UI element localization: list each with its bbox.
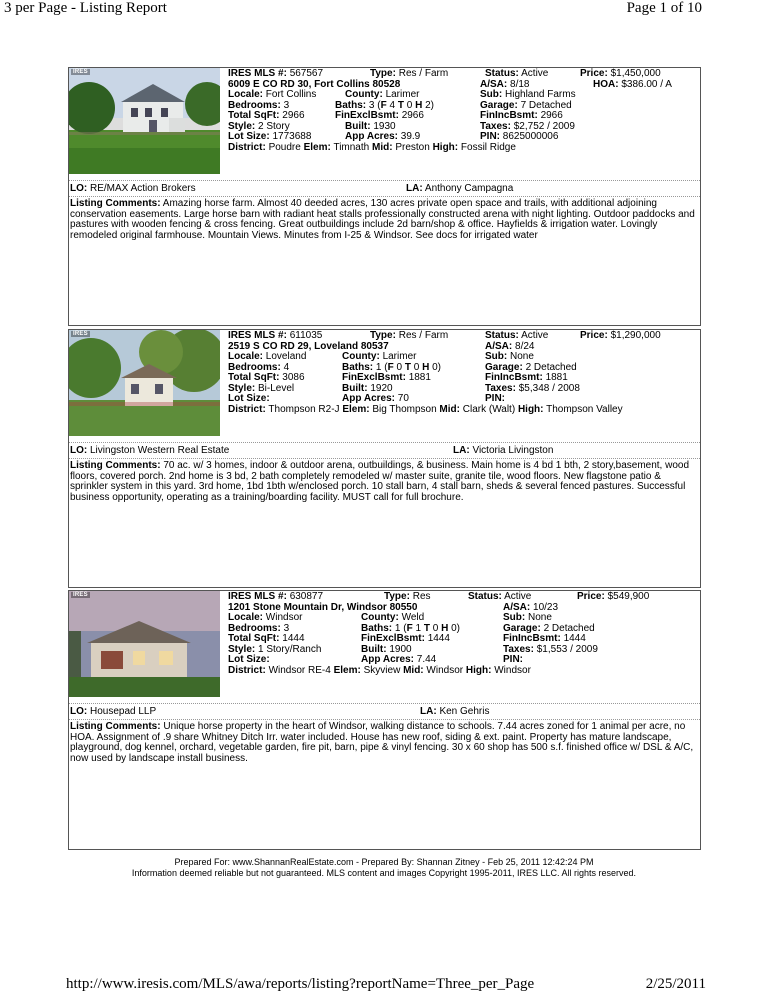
- property-photo[interactable]: [69, 68, 220, 174]
- mls-number[interactable]: 611035: [289, 330, 323, 341]
- listing-comments: Listing Comments: Amazing horse farm. Almost 40 deeded acres, 130 acres private open space and trails, with additional adjoining conservation easements. Large horse barn with radiant heat stalls professionally constructed arena with night lighting. Outdoor paddocks and pastures with wooden fencing & cross fencing. Great outbuildings include 2d barn/shop & office. Hayfields & irrigation water. Lovingly remodeled original farmhouse. Mountain Views. Minutes from I-25 & Windsor. See docs for irrigated water: [70, 198, 695, 241]
- ires-logo: IRES: [73, 331, 88, 337]
- disclaimer-footer: Information deemed reliable but not guaranteed. MLS content and images Copyright 1995-2011, IRES LLC. All rights reserved.: [131, 868, 637, 878]
- page-url[interactable]: http://www.iresis.com/MLS/awa/reports/listing?reportName=Three_per_Page: [66, 976, 535, 992]
- listing-card: IRES IRES MLS #: 611035 Type: Res / Farm Status: Active Price: $1,290,000 2519 S CO RD 29, Loveland 80537 A/SA: 8/24 Locale: Loveland County: Larimer Sub: None Bedrooms: 4 Baths: 1 (F 0 T 0 H 0) Garage: 2 Detached Total SqFt: 3086 FinExclBsmt: 1881 FinIncBsmt: 1881 Style: Bi-Level Built: 1920 Taxes: $5,348 / 2008 Lot Size: App Acres: 70 PIN: District: Thompson R2-J Elem: Big Thompson Mid: Clark (Walt) High: Thompson Valley LO: Livingston Western Real Estate LA: Victoria Livingston Listing Comments: 70 ac. w/ 3 homes, indoor & outdoor arena, outbuildings, & business. Main home is 4 bd 1 bth, 2 story,basement, wood floors, covered porch. 2nd home is 3 bd, 2 bath completely remodeled w/ master suite, granite tile, wood floors. New flagstone patio & sprinkler system in this yard. 3rd home, 1bd 1bth w/enclosed porch. 10 stall barn, 4 stall barn, sheds & several fenced pastures. Successful business opportunity, operating as a training/boarding facility. MUST call for full brochure.: [68, 329, 701, 588]
- listing-comments: Listing Comments: 70 ac. w/ 3 homes, indoor & outdoor arena, outbuildings, & business. Main home is 4 bd 1 bth, 2 story,basement, wood floors, covered porch. 2nd home is 3 bd, 2 bath completely remodeled w/ master suite, granite tile, wood floors. New flagstone patio & sprinkler system in this yard. 3rd home, 1bd 1bth w/enclosed porch. 10 stall barn, 4 stall barn, sheds & several fenced pastures. Successful business opportunity, operating as a training/boarding facility. MUST call for full brochure.: [70, 460, 690, 503]
- listing-agent: LA: Anthony Campagna: [406, 183, 514, 194]
- browser-print-header: [0, 0, 768, 20]
- listing-address: 2519 S CO RD 29, Loveland 80537: [228, 340, 389, 352]
- browser-print-footer: [0, 976, 768, 994]
- listing-agent: LA: Victoria Livingston: [453, 445, 554, 456]
- mls-number[interactable]: 630877: [289, 591, 324, 602]
- listing-office: LO: Livingston Western Real Estate: [70, 445, 230, 456]
- listing-address: 6009 E CO RD 30, Fort Collins 80528: [228, 78, 401, 90]
- property-photo[interactable]: [69, 591, 220, 697]
- ires-logo: IRES: [73, 592, 88, 598]
- print-date: 2/25/2011: [645, 976, 706, 992]
- page-number: Page 1 of 10: [626, 0, 702, 16]
- listing-office: LO: RE/MAX Action Brokers: [70, 183, 196, 194]
- listing-agent: LA: Ken Gehris: [420, 706, 490, 717]
- mls-number[interactable]: 567567: [289, 68, 324, 79]
- listing-comments: Listing Comments: Unique horse property in the heart of Windsor, walking distance to schools. 7.44 acres zoned for 1 animal per acre, no HOA. Assignment of .9 share Whitney Ditch Irr. water included. House has new roof, siding & ext. paint. Property has mature landscape, playground, dog kennel, orchard, vegetable garden, fire pit, barn, pipe & vinyl fencing. 30 x 60 shop has 500 s.f. finished office w/ DSL & A/C, now used by landscape install business.: [70, 721, 694, 764]
- listing-card: IRES IRES MLS #: 630877 Type: Res Status: Active Price: $549,900 1201 Stone Mountain Dr, Windsor 80550 A/SA: 10/23 Locale: Windsor County: Weld Sub: None Bedrooms: 3 Baths: 1 (F 1 T 0 H 0) Garage: 2 Detached Total SqFt: 1444 FinExclBsmt: 1444 FinIncBsmt: 1444 Style: 1 Story/Ranch Built: 1900 Taxes: $1,553 / 2009 Lot Size: App Acres: 7.44 PIN: District: Windsor RE-4 Elem: Skyview Mid: Windsor High: Windsor LO: Housepad LLP LA: Ken Gehris Listing Comments: Unique horse property in the heart of Windsor, walking distance to schools. 7.44 acres zoned for 1 animal per acre, no HOA. Assignment of .9 share Whitney Ditch Irr. water included. House has new roof, siding & ext. paint. Property has mature landscape, playground, dog kennel, orchard, vegetable garden, fire pit, barn, pipe & vinyl fencing. 30 x 60 shop has 500 s.f. finished office w/ DSL & A/C, now used by landscape install business.: [68, 590, 701, 850]
- prepared-for-footer: Prepared For: www.ShannanRealEstate.com - Prepared By: Shannan Zitney - Feb 25, 2011 12:42:24 PM: [174, 857, 594, 867]
- property-photo[interactable]: [69, 330, 220, 436]
- listing-office: LO: Housepad LLP: [70, 706, 157, 717]
- listing-card: IRES IRES MLS #: 567567 Type: Res / Farm Status: Active Price: $1,450,000 6009 E CO RD 30, Fort Collins 80528 A/SA: 8/18 HOA: $386.00 / A Locale: Fort Collins County: Larimer Sub: Highland Farms Bedrooms: 3 Baths: 3 (F 4 T 0 H 2) Garage: 7 Detached Total SqFt: 2966 FinExclBsmt: 2966 FinIncBsmt: 2966 Style: 2 Story Built: 1930 Taxes: $2,752 / 2009 Lot Size: 1773688 App Acres: 39.9 PIN: 8625000006 District: Poudre Elem: Timnath Mid: Preston High: Fossil Ridge LO: RE/MAX Action Brokers LA: Anthony Campagna Listing Comments: Amazing horse farm. Almost 40 deeded acres, 130 acres private open space and trails, with additional adjoining conservation easements. Large horse barn with radiant heat stalls professionally constructed arena with night lighting. Outdoor paddocks and pastures with wooden fencing & cross fencing. Great outbuildings include 2d barn/shop & office. Hayfields & irrigation water. Lovingly remodeled original farmhouse. Mountain Views. Minutes from I-25 & Windsor. See docs for irrigated water: [68, 67, 701, 326]
- listing-address: 1201 Stone Mountain Dr, Windsor 80550: [228, 601, 418, 613]
- ires-logo: IRES: [73, 69, 88, 75]
- report-title: 3 per Page - Listing Report: [4, 0, 167, 16]
